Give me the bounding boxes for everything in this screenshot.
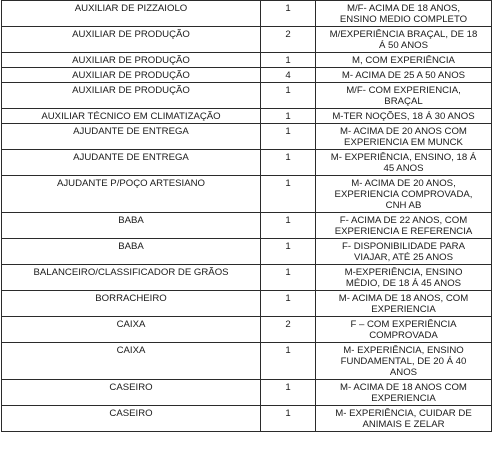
job-title-cell: AUXILIAR DE PRODUÇÃO bbox=[2, 27, 261, 53]
table-row bbox=[2, 265, 492, 291]
requirements-cell: M/F- COM EXPERIENCIA, BRAÇAL bbox=[316, 83, 492, 109]
table-row bbox=[2, 27, 492, 53]
job-title-cell: AUXILIAR DE PIZZAIOLO bbox=[2, 1, 261, 27]
table-row bbox=[2, 239, 492, 265]
job-title-cell: AJUDANTE DE ENTREGA bbox=[2, 150, 261, 176]
requirements-cell: M- ACIMA DE 20 ANOS COM EXPERIENCIA EM MUNCK bbox=[316, 124, 492, 150]
requirements-cell: M/F- ACIMA DE 18 ANOS, ENSINO MEDIO COMPLETO bbox=[316, 1, 492, 27]
vacancies-cell: 1 bbox=[261, 380, 316, 406]
vacancies-cell: 1 bbox=[261, 406, 316, 432]
vacancies-cell: 1 bbox=[261, 53, 316, 68]
table-row bbox=[2, 176, 492, 213]
job-openings-table bbox=[1, 0, 492, 432]
job-title-cell: BABA bbox=[2, 213, 261, 239]
requirements-cell: M- EXPERIÊNCIA, ENSINO FUNDAMENTAL, DE 20 Á 40 ANOS bbox=[316, 343, 492, 380]
requirements-cell: M- ACIMA DE 25 A 50 ANOS bbox=[316, 68, 492, 83]
job-title-cell: AUXILIAR TÉCNICO EM CLIMATIZAÇÃO bbox=[2, 109, 261, 124]
table-row bbox=[2, 109, 492, 124]
requirements-cell: M- ACIMA DE 18 ANOS COM EXPERIENCIA bbox=[316, 380, 492, 406]
requirements-cell: M- ACIMA DE 20 ANOS, EXPERIENCIA COMPROVADA, CNH AB bbox=[316, 176, 492, 213]
vacancies-cell: 1 bbox=[261, 150, 316, 176]
vacancies-cell: 1 bbox=[261, 343, 316, 380]
requirements-cell: M-TER NOÇÕES, 18 Á 30 ANOS bbox=[316, 109, 492, 124]
job-title-cell: CAIXA bbox=[2, 343, 261, 380]
table-row bbox=[2, 68, 492, 83]
job-openings-body bbox=[2, 1, 492, 432]
job-title-cell: CAIXA bbox=[2, 317, 261, 343]
job-title-cell: AJUDANTE DE ENTREGA bbox=[2, 124, 261, 150]
job-title-cell: AUXILIAR DE PRODUÇÃO bbox=[2, 68, 261, 83]
vacancies-cell: 1 bbox=[261, 239, 316, 265]
requirements-cell: F- DISPONIBILIDADE PARA VIAJAR, ATÉ 25 ANOS bbox=[316, 239, 492, 265]
table-row bbox=[2, 53, 492, 68]
job-title-cell: BORRACHEIRO bbox=[2, 291, 261, 317]
requirements-cell: F – COM EXPERIÊNCIA COMPROVADA bbox=[316, 317, 492, 343]
job-title-cell: BABA bbox=[2, 239, 261, 265]
job-title-cell: AJUDANTE P/POÇO ARTESIANO bbox=[2, 176, 261, 213]
requirements-cell: M- ACIMA DE 18 ANOS, COM EXPERIENCIA bbox=[316, 291, 492, 317]
table-row bbox=[2, 213, 492, 239]
table-row bbox=[2, 343, 492, 380]
vacancies-cell: 2 bbox=[261, 27, 316, 53]
table-row bbox=[2, 406, 492, 432]
job-title-cell: AUXILIAR DE PRODUÇÃO bbox=[2, 53, 261, 68]
requirements-cell: F- ACIMA DE 22 ANOS, COM EXPERIENCIA E REFERENCIA bbox=[316, 213, 492, 239]
vacancies-cell: 1 bbox=[261, 291, 316, 317]
vacancies-cell: 1 bbox=[261, 265, 316, 291]
requirements-cell: M- EXPERIÊNCIA, CUIDAR DE ANIMAIS E ZELAR bbox=[316, 406, 492, 432]
requirements-cell: M-EXPERIÊNCIA, ENSINO MÉDIO, DE 18 Á 45 ANOS bbox=[316, 265, 492, 291]
table-row bbox=[2, 380, 492, 406]
job-title-cell: CASEIRO bbox=[2, 380, 261, 406]
requirements-cell: M, COM EXPERIÊNCIA bbox=[316, 53, 492, 68]
job-title-cell: BALANCEIRO/CLASSIFICADOR DE GRÃOS bbox=[2, 265, 261, 291]
requirements-cell: M- EXPERIÊNCIA, ENSINO, 18 Á 45 ANOS bbox=[316, 150, 492, 176]
table-row bbox=[2, 317, 492, 343]
vacancies-cell: 1 bbox=[261, 109, 316, 124]
table-row bbox=[2, 1, 492, 27]
vacancies-cell: 4 bbox=[261, 68, 316, 83]
table-row bbox=[2, 83, 492, 109]
vacancies-cell: 2 bbox=[261, 317, 316, 343]
vacancies-cell: 1 bbox=[261, 1, 316, 27]
requirements-cell: M/EXPERIÊNCIA BRAÇAL, DE 18 Á 50 ANOS bbox=[316, 27, 492, 53]
vacancies-cell: 1 bbox=[261, 176, 316, 213]
vacancies-cell: 1 bbox=[261, 83, 316, 109]
vacancies-cell: 1 bbox=[261, 124, 316, 150]
table-row bbox=[2, 150, 492, 176]
job-title-cell: AUXILIAR DE PRODUÇÃO bbox=[2, 83, 261, 109]
table-row bbox=[2, 124, 492, 150]
job-title-cell: CASEIRO bbox=[2, 406, 261, 432]
table-row bbox=[2, 291, 492, 317]
vacancies-cell: 1 bbox=[261, 213, 316, 239]
